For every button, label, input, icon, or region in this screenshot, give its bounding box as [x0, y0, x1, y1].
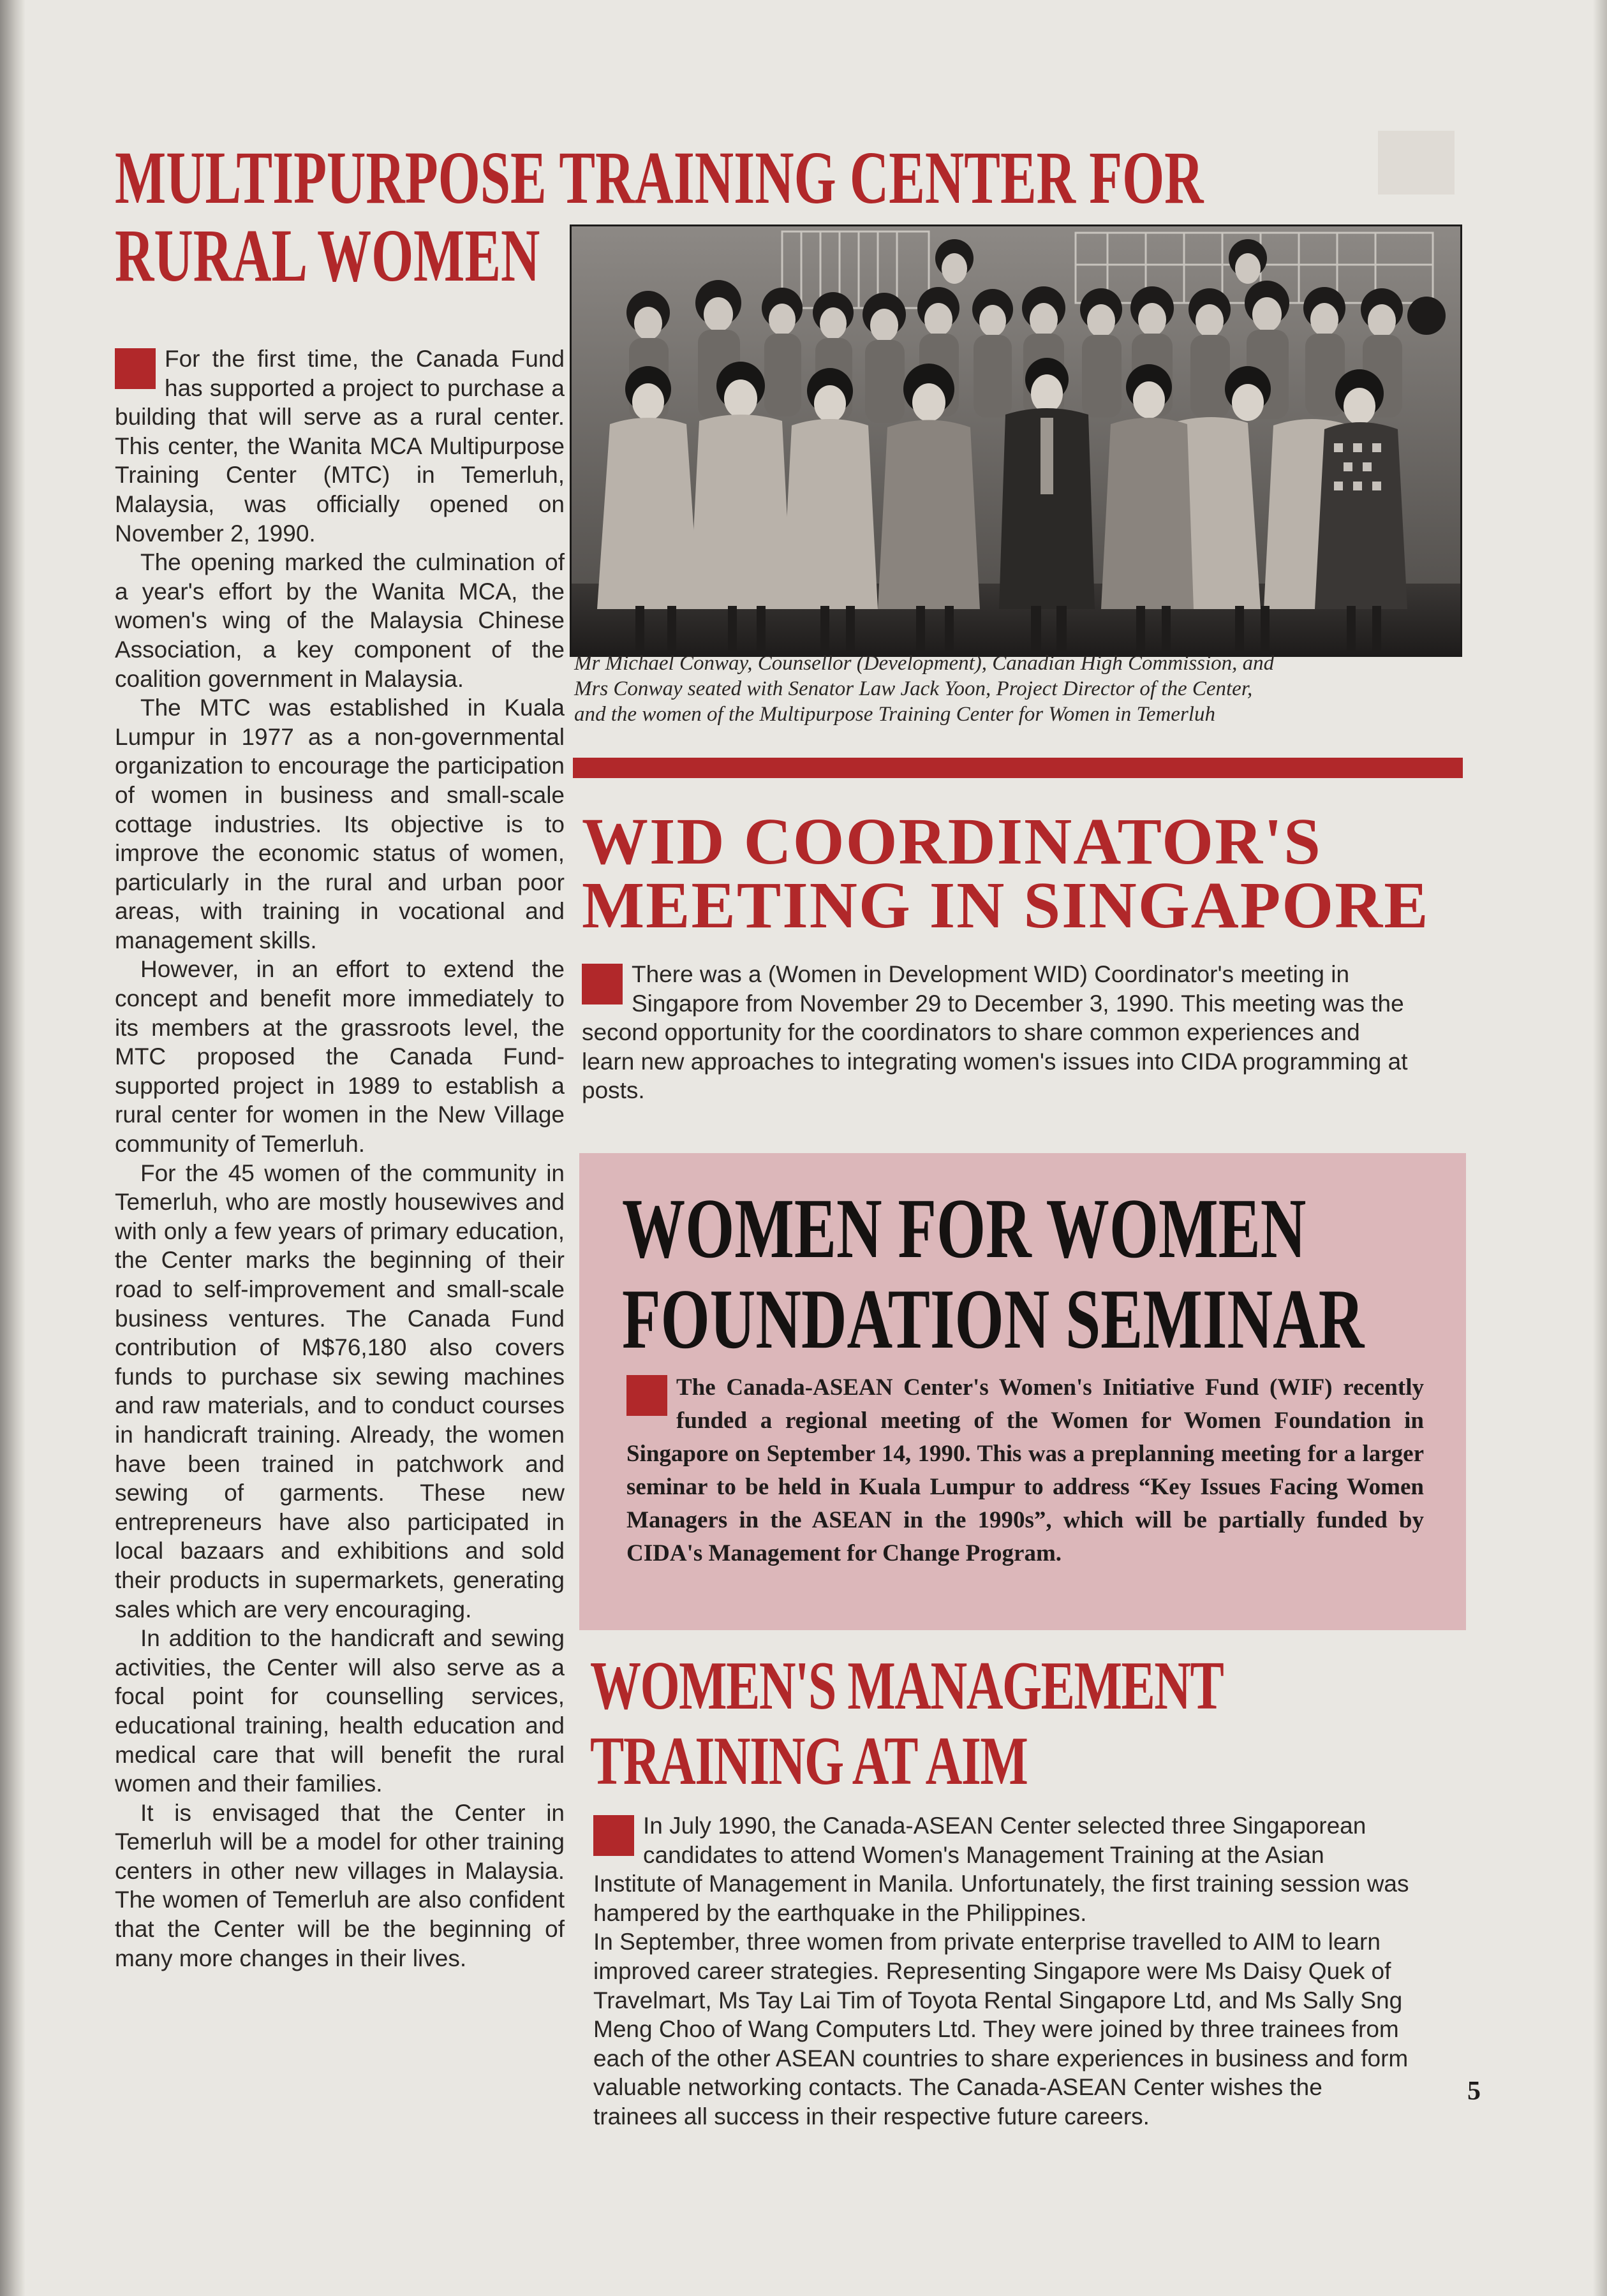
wmt-article-body: [593, 1811, 1410, 2131]
wid-article-body: [582, 960, 1411, 1105]
wfw-headline: [622, 1183, 1607, 1364]
wid-headline: [582, 805, 1430, 942]
main-paragraph-3: The MTC was established in Kuala Lumpur in 1977 as a non-governmental organization to encourage the participation of women in business and small-scale cottage industries. Its objective is to improve the economic status of women, particularly in the rural and urban poor areas, with training in vocational and management skills.: [115, 695, 565, 953]
main-paragraph-4: However, in an effort to extend the concept and benefit more immediately to its members at the grassroots level, the MTC proposed the Canada Fund-supported project in 1989 to establish a rural center for women in the New Village community of Temerluh.: [115, 956, 565, 1158]
page-number: 5: [1467, 2077, 1481, 2106]
main-article-body: [115, 344, 565, 1973]
main-paragraph-1: For the first time, the Canada Fund has supported a project to purchase a building that will serve as a rural center. This center, the Wanita MCA Multipurpose Training Center (MTC) in Temerluh, Malaysia, was officially opened on November 2, 1990.: [115, 346, 565, 547]
wid-headline-line1: WID COORDINATOR'S: [582, 805, 1322, 878]
wid-headline-line2: MEETING IN SINGAPORE: [582, 869, 1430, 942]
main-headline-line2: RURAL WOMEN: [115, 214, 540, 297]
wmt-headline-line2: TRAINING AT AIM: [590, 1723, 1028, 1799]
group-photo: [570, 224, 1462, 657]
main-headline-line1: MULTIPURPOSE TRAINING CENTER FOR: [115, 136, 1204, 219]
article-start-marker: [593, 1815, 634, 1856]
wmt-headline-line1: WOMEN'S MANAGEMENT: [590, 1648, 1224, 1724]
main-paragraph-2: The opening marked the culmination of a year's effort by the Wanita MCA, the women's wing of the Malaysia Chinese Association, a key component of the coalition government in Malaysia.: [115, 549, 565, 692]
page-binding-shadow: [0, 0, 26, 2296]
section-divider-rule: [573, 758, 1463, 778]
article-start-marker: [582, 964, 623, 1004]
main-paragraph-6: In addition to the handicraft and sewing activities, the Center will also serve as a focal point for counselling services, educational training, health education and medical care that will benefit the rural women and their families.: [115, 1625, 565, 1797]
main-paragraph-7: It is envisaged that the Center in Temerluh will be a model for other training centers in other new villages in Malaysia. The women of Temerluh are also confident that the Center will be the beginning of many more changes in their lives.: [115, 1799, 565, 1971]
caption-line-3: and the women of the Multipurpose Training Center for Women in Temerluh: [574, 703, 1215, 726]
main-paragraph-5: For the 45 women of the community in Temerluh, who are mostly housewives and with only a few years of primary education, the Center marks the beginning of their road to self-improvement and small-scale business ventures. The Canada Fund contribution of M$76,180 also covers funds to purchase six sewing machines and raw materials, and to conduct courses in handicraft training. Already, the women have been trained in patchwork and sewing of garments. These new entrepreneurs have also participated in local bazaars and exhibitions and sold their products in supermarkets, generating sales which are very encouraging.: [115, 1159, 565, 1623]
page-edge: [1593, 0, 1607, 2296]
wid-paragraph: There was a (Women in Development WID) Coordinator's meeting in Singapore from November 29 to December 3, 1990. This meeting was the second opportunity for the coordinators to share common experiences and learn new approaches to integrating women's issues into CIDA programming at posts.: [582, 961, 1408, 1104]
wmt-headline: [590, 1649, 1446, 1799]
wmt-paragraph-2: In September, three women from private enterprise travelled to AIM to learn improved career strategies. Representing Singapore were Ms Daisy Quek of Travelmart, Ms Tay Lai Tim of Toyota Rental Singapore Ltd, and Ms Sally Sng Meng Choo of Wang Computers Ltd. They were joined by three trainees from each of the other ASEAN countries to share experiences in business and form valuable networking contacts. The Canada-ASEAN Center wishes the trainees all success in their respective future careers.: [593, 1929, 1409, 2130]
wfw-paragraph: The Canada-ASEAN Center's Women's Initiative Fund (WIF) recently funded a regional meeting of the Women for Women Foundation in Singapore on September 14, 1990. This was a preplanning meeting for a larger seminar to be held in Kuala Lumpur to address “Key Issues Facing Women Managers in the ASEAN in the 1990s”, which will be partially funded by CIDA's Management for Change Program.: [626, 1374, 1424, 1566]
wfw-article-body: [626, 1371, 1424, 1570]
article-start-marker: [115, 348, 156, 389]
caption-line-1: Mr Michael Conway, Counsellor (Development), Canadian High Commission, and: [574, 652, 1275, 675]
wfw-headline-line2: FOUNDATION SEMINAR: [622, 1272, 1365, 1366]
wfw-headline-line1: WOMEN FOR WOMEN: [622, 1181, 1307, 1276]
caption-line-2: Mrs Conway seated with Senator Law Jack Yoon, Project Director of the Center,: [574, 677, 1253, 700]
article-start-marker: [626, 1375, 667, 1416]
photo-caption: [574, 651, 1442, 727]
wmt-paragraph-1: In July 1990, the Canada-ASEAN Center selected three Singaporean candidates to attend Women's Management Training at the Asian Institute of Management in Manila. Unfortunately, the first training session was hampered by the earthquake in the Philippines.: [593, 1813, 1409, 1926]
